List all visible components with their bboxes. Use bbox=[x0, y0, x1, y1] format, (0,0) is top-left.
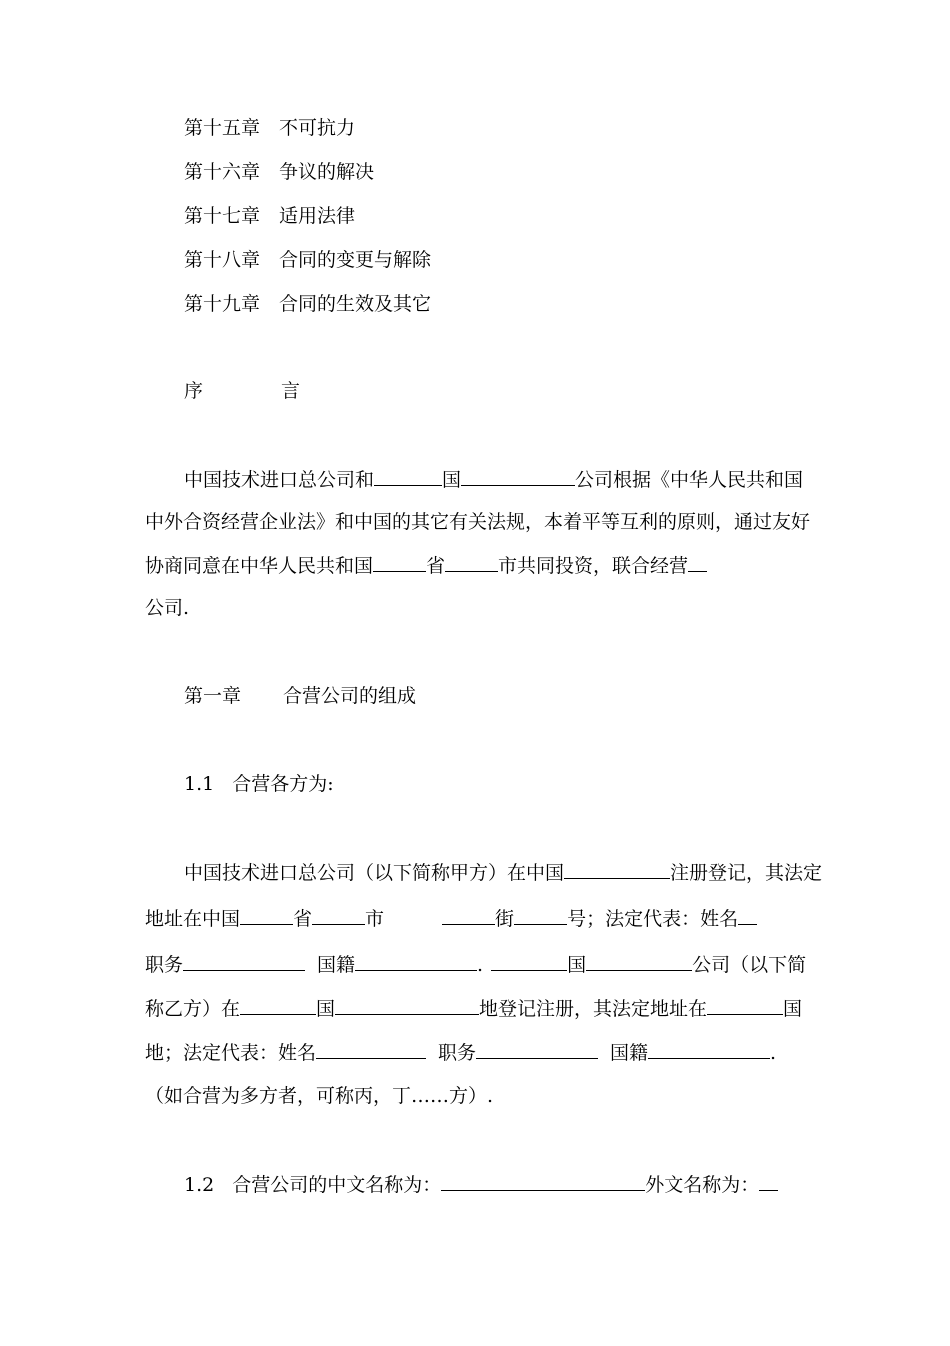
blank-field[interactable] bbox=[374, 467, 442, 486]
intro-line: 中外合资经营企业法》和中国的其它有关法规，本着平等互利的原则，通过友好 bbox=[145, 511, 811, 533]
blank-field[interactable] bbox=[707, 996, 783, 1015]
toc-number: 第十九章 bbox=[184, 293, 261, 315]
blank-field[interactable] bbox=[491, 952, 567, 971]
toc-title: 合同的生效及其它 bbox=[279, 293, 432, 315]
toc-title: 合同的变更与解除 bbox=[279, 249, 432, 271]
section-heading: 1.1 合营各方为: bbox=[184, 773, 334, 795]
toc-title: 不可抗力 bbox=[279, 117, 356, 139]
blank-field[interactable] bbox=[335, 996, 479, 1015]
blank-field[interactable] bbox=[441, 1172, 645, 1191]
toc-item bbox=[184, 160, 374, 184]
parties-line: 地址在中国 省 市 街 号；法定代表：姓名 bbox=[145, 906, 757, 931]
toc-number: 第十八章 bbox=[184, 249, 261, 271]
intro-line: 中国技术进口总公司和 国 公司根据《中华人民共和国 bbox=[184, 469, 804, 491]
blank-field[interactable] bbox=[316, 1040, 426, 1059]
blank-field[interactable] bbox=[586, 952, 692, 971]
parties-line: 地；法定代表：姓名 职务 国籍 . bbox=[145, 1042, 777, 1064]
blank-field[interactable] bbox=[759, 1172, 778, 1191]
toc-title: 争议的解决 bbox=[279, 161, 375, 183]
toc-number: 第十五章 bbox=[184, 117, 261, 139]
preface-heading: 序 言 bbox=[184, 380, 301, 402]
blank-field[interactable] bbox=[648, 1040, 770, 1059]
toc-number: 第十六章 bbox=[184, 161, 261, 183]
parties-line: 称乙方）在 国 地登记注册，其法定地址在 国 bbox=[145, 998, 803, 1020]
blank-field[interactable] bbox=[355, 952, 477, 971]
blank-field[interactable] bbox=[240, 906, 293, 925]
blank-field[interactable] bbox=[312, 906, 365, 925]
toc-item bbox=[184, 204, 355, 228]
chapter-heading: 第一章 合营公司的组成 bbox=[184, 685, 417, 707]
toc-title: 适用法律 bbox=[279, 205, 356, 227]
blank-field[interactable] bbox=[373, 553, 426, 572]
intro-line: 公司. bbox=[145, 597, 190, 619]
blank-field[interactable] bbox=[442, 906, 495, 925]
blank-field[interactable] bbox=[738, 906, 757, 925]
parties-line: 中国技术进口总公司（以下简称甲方）在中国 注册登记，其法定 bbox=[184, 862, 823, 884]
blank-field[interactable] bbox=[688, 553, 707, 572]
intro-line: 协商同意在中华人民共和国 省 市共同投资，联合经营 bbox=[145, 553, 707, 578]
toc-item bbox=[184, 116, 355, 140]
blank-field[interactable] bbox=[514, 906, 567, 925]
blank-field[interactable] bbox=[445, 553, 498, 572]
blank-field[interactable] bbox=[564, 860, 670, 879]
blank-field[interactable] bbox=[240, 996, 316, 1015]
toc-item bbox=[184, 292, 431, 316]
blank-field[interactable] bbox=[461, 467, 575, 486]
parties-line: 职务 国籍 . 国 公司（以下简 bbox=[145, 954, 807, 976]
blank-field[interactable] bbox=[476, 1040, 598, 1059]
toc-number: 第十七章 bbox=[184, 205, 261, 227]
blank-field[interactable] bbox=[183, 952, 305, 971]
section-heading: 1.2 合营公司的中文名称为： 外文名称为： bbox=[184, 1172, 778, 1197]
parties-line: （如合营为多方者，可称丙，丁……方）. bbox=[145, 1085, 494, 1107]
toc-item bbox=[184, 248, 431, 272]
